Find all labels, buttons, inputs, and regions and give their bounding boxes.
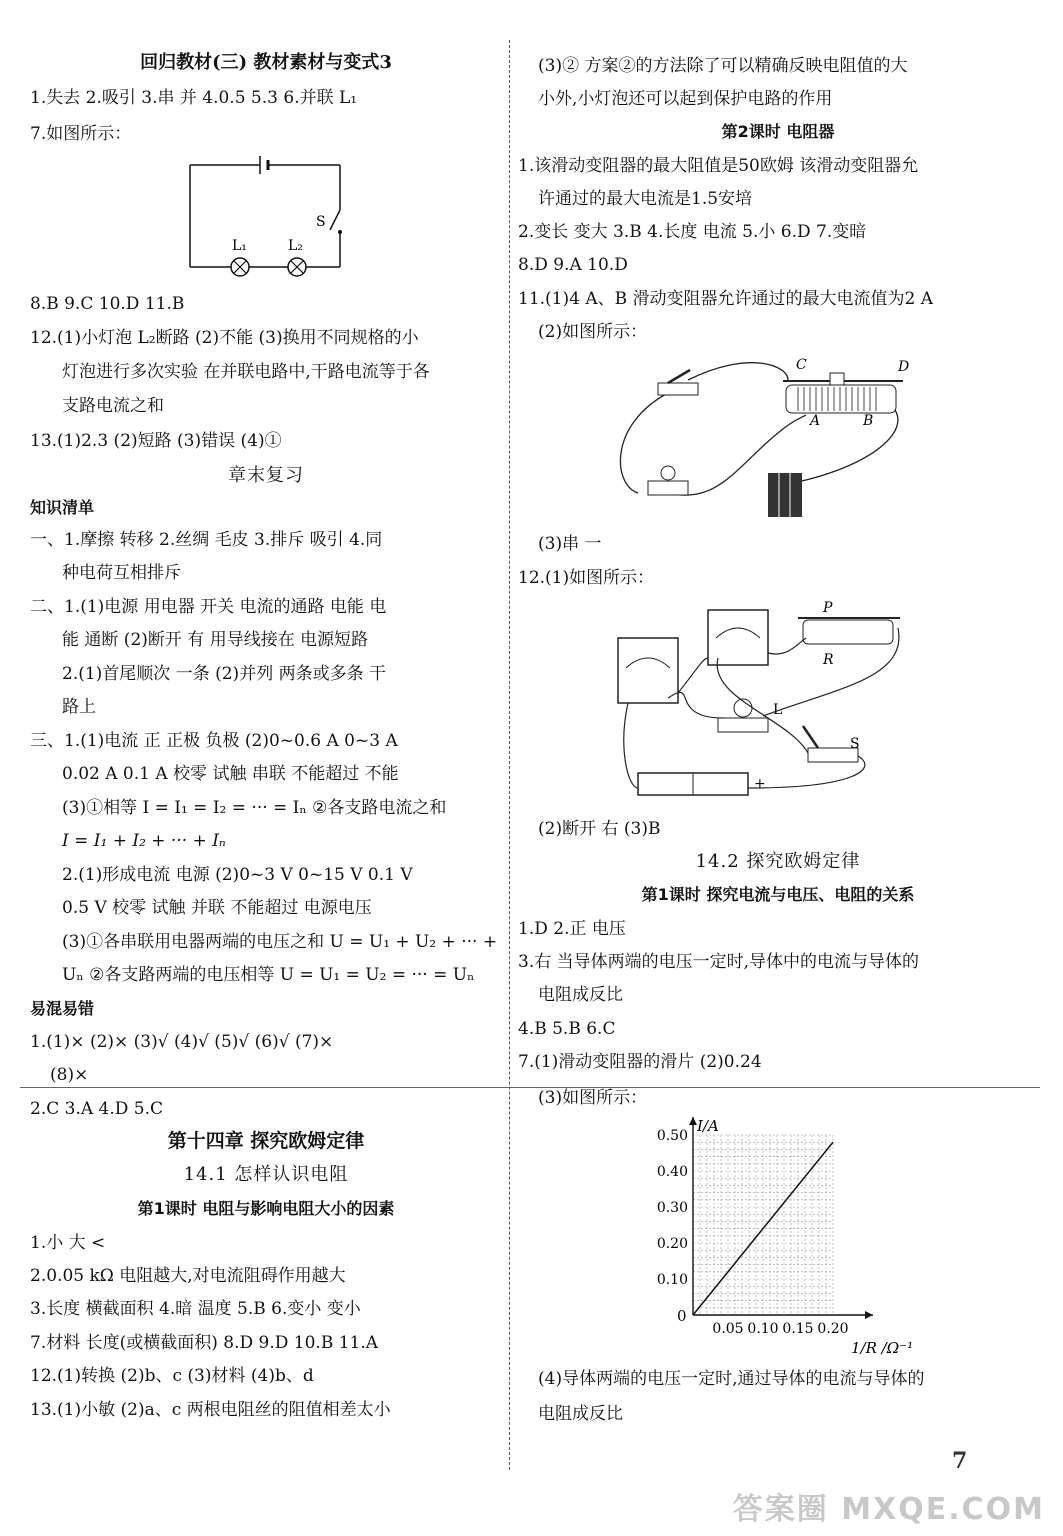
answer-line: 路上 [62,697,96,717]
rheostat-circuit-diagram [618,355,938,525]
watermark: 答案圈 MXQE.COM [732,1492,1045,1527]
answer-line: I = I₁ + I₂ + ··· + Iₙ [62,831,226,851]
answer-line: 13.(1)2.3 (2)短路 (3)错误 (4)① [30,431,282,451]
answer-line: 11.(1)4 A、B 滑动变阻器允许通过的最大电流值为2 A [518,289,934,309]
answer-line: 2.(1)首尾顺次 一条 (2)并列 两条或多条 干 [62,664,386,684]
answer-line: 能 通断 (2)断开 有 用导线接在 电源短路 [62,630,369,650]
chapter-title: 第十四章 探究欧姆定律 [167,1130,365,1152]
answer-line: 1.D 2.正 电压 [518,919,626,939]
answer-line: 许通过的最大电流是1.5安培 [538,189,753,209]
answer-line: 灯泡进行多次实验 在并联电路中,干路电流等于各 [62,362,430,382]
current-vs-reciprocal-resistance-chart [628,1115,988,1365]
x-tick-label: 0.05 [712,1321,744,1337]
ammeter-voltmeter-circuit-diagram [608,598,928,808]
y-axis-arrow [689,1117,697,1125]
answer-line: 种电荷互相排斥 [62,563,181,583]
slider-label: P [823,600,833,616]
x-tick-label: 0.20 [817,1321,849,1337]
answer-line: (3)①相等 I = I₁ = I₂ = ··· = Iₙ ②各支路电流之和 [62,798,447,818]
answer-line: 1.(1)× (2)× (3)√ (4)√ (5)√ (6)√ (7)× [30,1032,334,1052]
answer-line: (2)如图所示： [538,322,648,342]
answer-line: (2)断开 右 (3)B [538,819,661,839]
terminal-label: B [863,413,874,429]
series-circuit-diagram [180,150,355,280]
chart-axes [689,1117,873,1319]
answer-line: 3.右 当导体两端的电压一定时,导体中的电流与导体的 [518,952,920,972]
y-tick-label: 0.40 [656,1164,688,1180]
answer-line: 7.材料 长度(或横截面积) 8.D 9.D 10.B 11.A [30,1333,379,1353]
lesson-title: 第2课时 电阻器 [721,122,835,141]
answer-line: 三、1.(1)电流 正 正极 负极 (2)0~0.6 A 0~3 A [30,731,398,751]
section-title: 14.1 怎样认识电阻 [183,1164,349,1185]
x-tick-label: 0.15 [782,1321,814,1337]
answer-line: 二、1.(1)电源 用电器 开关 电流的通路 电能 电 [30,597,387,617]
answer-line: 12.(1)小灯泡 L₂断路 (2)不能 (3)换用不同规格的小 [30,328,419,348]
x-tick-label: 0.10 [747,1321,779,1337]
answer-line: 一、1.摩擦 转移 2.丝绸 毛皮 3.排斥 吸引 4.同 [30,530,383,550]
section-title: 14.2 探究欧姆定律 [695,851,861,872]
y-tick-label: 0.30 [656,1200,688,1216]
answer-line: 3.长度 横截面积 4.暗 温度 5.B 6.变小 变小 [30,1299,361,1319]
answer-line: (4)导体两端的电压一定时,通过导体的电流与导体的 [538,1369,925,1389]
answer-line: 12.(1)转换 (2)b、c (3)材料 (4)b、d [30,1366,314,1386]
answer-line: 7.(1)滑动变阻器的滑片 (2)0.24 [518,1052,762,1072]
answer-line: 1.失去 2.吸引 3.串 并 4.0.5 5.3 6.并联 L₁ [30,88,358,108]
switch-label: S [850,736,860,752]
answer-line: (3)①各串联用电器两端的电压之和 U = U₁ + U₂ + ··· + [62,932,498,952]
answer-line: (3)如图所示： [538,1088,648,1108]
y-tick-label: 0.50 [656,1128,688,1144]
x-axis-arrow [865,1311,873,1319]
lamp-label: L₁ [232,238,247,254]
section-title: 章末复习 [228,465,304,486]
section-header: 回归教材(三) 教材素材与变式3 [140,52,392,73]
subsection-heading: 知识清单 [30,498,95,517]
answer-line: 小外,小灯泡还可以起到保护电路的作用 [538,89,833,109]
answer-line: 电阻成反比 [538,985,623,1005]
answer-line: 0.02 A 0.1 A 校零 试触 串联 不能超过 不能 [62,764,399,784]
switch-label: S [316,214,326,230]
answer-line: 8.B 9.C 10.D 11.B [30,294,185,314]
y-tick-label: 0.10 [656,1272,688,1288]
answer-line: 2.0.05 kΩ 电阻越大,对电流阻碍作用越大 [30,1266,346,1286]
answer-line: 2.(1)形成电流 电源 (2)0~3 V 0~15 V 0.1 V [62,865,413,885]
answer-line: 13.(1)小敏 (2)a、c 两根电阻丝的阻值相差太小 [30,1400,391,1420]
answer-line: (3)串 一 [538,534,602,554]
answer-line: 支路电流之和 [62,396,164,416]
lamp-label: L [773,702,783,718]
answer-line: 0.5 V 校零 试触 并联 不能超过 电源电压 [62,898,372,918]
answer-line: Uₙ ②各支路两端的电压相等 U = U₁ = U₂ = ··· = Uₙ [62,965,475,985]
horizontal-divider [20,1087,1040,1088]
answer-line: (3)② 方案②的方法除了可以精确反映电阻值的大 [538,56,908,76]
lesson-title: 第1课时 电阻与影响电阻大小的因素 [137,1199,395,1218]
lamp-label: L₂ [288,238,303,254]
answer-line: 4.B 5.B 6.C [518,1019,616,1039]
column-divider [509,40,510,1470]
terminal-label: D [898,359,910,375]
subsection-heading: 易混易错 [30,999,95,1018]
answer-line: 电阻成反比 [538,1404,623,1424]
terminal-label: A [810,413,821,429]
x-axis-label: 1/R /Ω⁻¹ [851,1339,914,1357]
answer-line: 8.D 9.A 10.D [518,255,628,275]
answer-line: (8)× [50,1065,89,1085]
answer-line: 2.变长 变大 3.B 4.长度 电流 5.小 6.D 7.变暗 [518,222,867,242]
y-axis-label: I/A [697,1117,719,1135]
answer-line: 1.该滑动变阻器的最大阻值是50欧姆 该滑动变阻器允 [518,156,919,176]
rheostat-label: R [823,652,834,668]
answer-line: 2.C 3.A 4.D 5.C [30,1099,164,1119]
lesson-title: 第1课时 探究电流与电压、电阻的关系 [641,885,915,904]
battery-plus-label: + [754,776,766,792]
terminal-label: C [796,357,807,373]
page-number: 7 [952,1448,968,1474]
answer-line: 1.小 大 < [30,1233,106,1253]
y-tick-label: 0.20 [656,1236,688,1252]
origin-label: 0 [677,1307,687,1325]
answer-line: 7.如图所示： [30,124,132,144]
answer-line: 12.(1)如图所示： [518,568,655,588]
